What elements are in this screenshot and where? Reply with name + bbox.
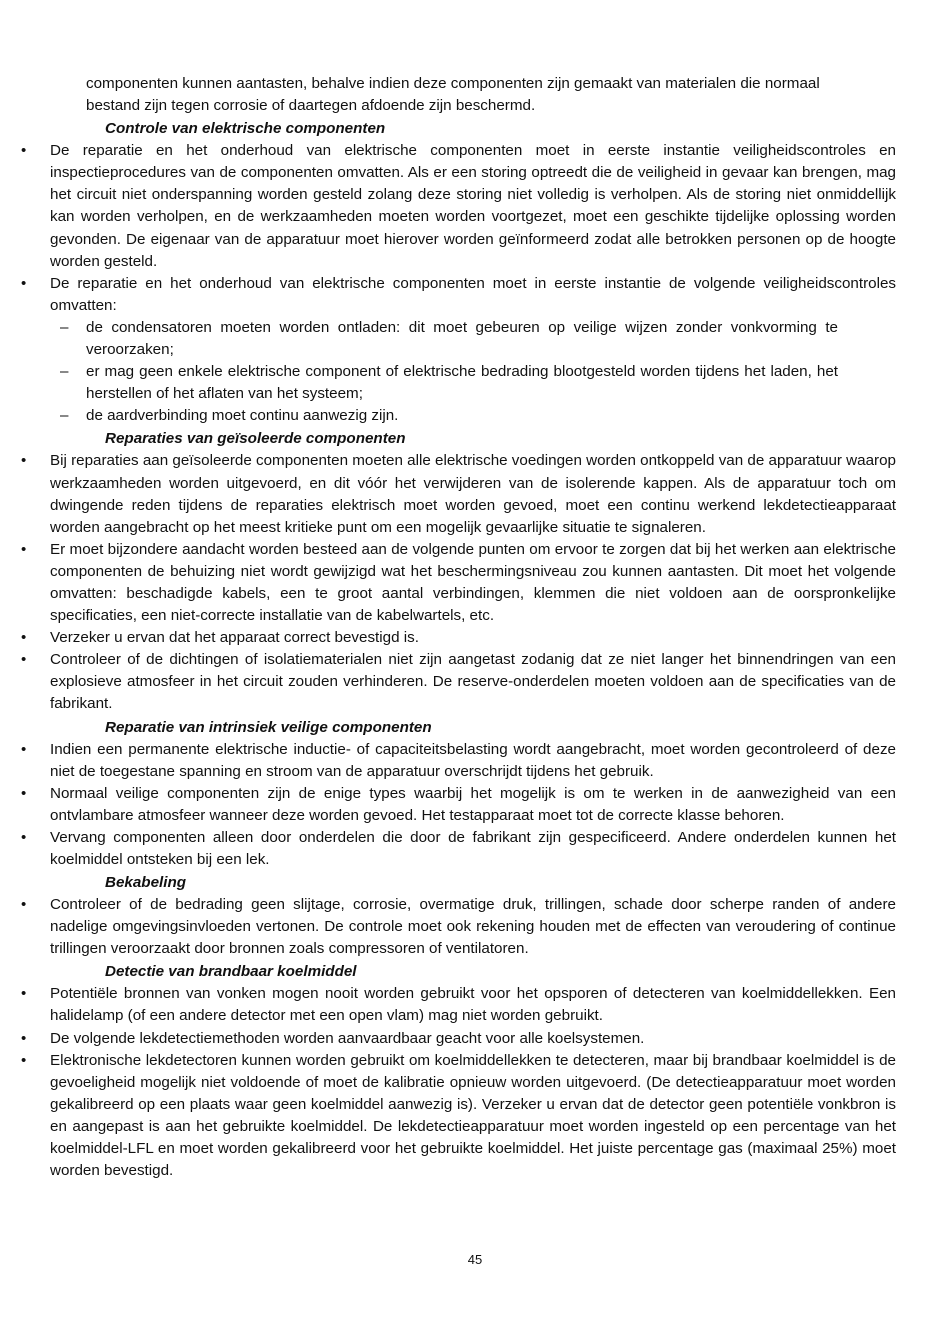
page-number: 45	[467, 1252, 483, 1267]
bullet-item: • Bij reparaties aan geïsoleerde componenten moeten alle elektrische voedingen worden ontkoppeld van de apparatuur waarop werkzaamheden worden uitgevoerd, en dit vóór het verwijderen van de isolerende kappen. Als de apparatuur toch om dwingende reden tijdens de reparaties elektrisch moet worden gevoed, moet een continu werkend lekdetectieapparaat worden aangebracht op het meest kritieke punt om een mogelijk gevaarlijke situatie te signaleren.	[50, 450, 896, 538]
bullet-list	[50, 739, 896, 872]
bullet-item: • Verzeker u ervan dat het apparaat correct bevestigd is.	[50, 627, 896, 649]
bullet-list	[50, 983, 896, 1182]
bullet-item: • Vervang componenten alleen door onderdelen die door de fabrikant zijn gespecificeerd. Andere onderdelen kunnen het koelmiddel ontsteken bij een lek.	[50, 827, 896, 871]
bullet-item: • Elektronische lekdetectoren kunnen worden gebruikt om koelmiddellekken te detecteren, maar bij brandbaar koelmiddel is de gevoeligheid mogelijk niet voldoende of moet de kalibratie opnieuw worden uitgevoerd. (De detectieapparatuur moet worden gekalibreerd op een plaats waar geen koelmiddel aanwezig is). Verzeker u ervan dat de detector geen potentiële vonkbron is en aangepast is aan het gebruikte koelmiddel. De lekdetectieapparatuur moet worden ingesteld op een percentage van het koelmiddel-LFL en moet worden gekalibreerd voor het gebruikte koelmiddel. Het juiste percentage gas (maximaal 25%) moet worden bevestigd.	[50, 1050, 896, 1183]
continuation-paragraph: componenten kunnen aantasten, behalve indien deze componenten zijn gemaakt van materialen die normaal bestand zijn tegen corrosie of daartegen afdoende zijn beschermd.	[86, 75, 820, 115]
section-heading: Controle van elektrische componenten	[105, 120, 386, 138]
section-heading: Detectie van brandbaar koelmiddel	[105, 963, 357, 981]
bullet-list	[50, 450, 896, 715]
bullet-item: • Potentiële bronnen van vonken mogen nooit worden gebruikt voor het opsporen of detecteren van koelmiddellekken. Een halidelamp (of een andere detector met een open vlam) mag niet worden gebruikt.	[50, 983, 896, 1027]
section-heading: Reparatie van intrinsiek veilige componenten	[105, 718, 432, 736]
bullet-item: • Indien een permanente elektrische inductie- of capaciteitsbelasting wordt aangebracht, moet worden gecontroleerd of deze niet de toegestane spanning en stroom van de apparatuur overschrijdt tijdens het gebruik.	[50, 739, 896, 783]
page-content	[50, 73, 896, 1182]
bullet-item: • Controleer of de dichtingen of isolatiematerialen niet zijn aangetast zodanig dat ze niet langer het binnendringen van een explosieve atmosfeer in het circuit zouden verhinderen. De reserve-onderdelen moeten voldoen aan de specificaties van de fabrikant.	[50, 649, 896, 715]
section-heading: Reparaties van geïsoleerde componenten	[105, 430, 406, 448]
bullet-item: • Er moet bijzondere aandacht worden besteed aan de volgende punten om ervoor te zorgen dat bij het werken aan elektrische componenten de behuizing niet wordt gewijzigd wat het beschermingsniveau zou kunnen aantasten. Dit moet het volgende omvatten: beschadigde kabels, een te groot aantal verbindingen, klemmen die niet voldoen aan de oorspronkelijke specificaties, een niet-correcte installatie van de kabelwartels, etc.	[50, 539, 896, 627]
section-heading: Bekabeling	[105, 874, 187, 892]
bullet-list	[50, 140, 896, 317]
bullet-item: • De reparatie en het onderhoud van elektrische componenten moet in eerste instantie de volgende veiligheidscontroles omvatten:	[50, 273, 896, 317]
bullet-item: • De reparatie en het onderhoud van elektrische componenten moet in eerste instantie veiligheidscontroles en inspectieprocedures van de componenten omvatten. Als er een storing optreedt die de veiligheid in gevaar kan brengen, mag het circuit niet onderspanning worden gesteld zolang deze storing niet volledig is verholpen. Als de storing niet onmiddellijk kan worden verholpen, en de werkzaamheden moeten worden voortgezet, moet een geschikte tijdelijke oplossing worden gevonden. De eigenaar van de apparatuur moet hierover worden geïnformeerd zodat alle betrokken personen op de hoogte worden gesteld.	[50, 140, 896, 273]
dash-item: – de aardverbinding moet continu aanwezig zijn.	[86, 405, 838, 427]
dash-list	[50, 317, 896, 427]
dash-item: – er mag geen enkele elektrische component of elektrische bedrading blootgesteld worden tijdens het laden, het herstellen of het aflaten van het systeem;	[86, 361, 838, 405]
bullet-item: • Normaal veilige componenten zijn de enige types waarbij het mogelijk is om te werken in de aanwezigheid van een ontvlambare atmosfeer wanneer deze worden gevoed. Het testapparaat moet tot de correcte klasse behoren.	[50, 783, 896, 827]
bullet-list	[50, 894, 896, 960]
bullet-item: • Controleer of de bedrading geen slijtage, corrosie, overmatige druk, trillingen, schade door scherpe randen of andere nadelige omgevingsinvloeden vertonen. De controle moet ook rekening houden met de effecten van veroudering of continue trillingen veroorzaakt door bronnen zoals compressoren of ventilatoren.	[50, 894, 896, 960]
bullet-item: • De volgende lekdetectiemethoden worden aanvaardbaar geacht voor alle koelsystemen.	[50, 1028, 896, 1050]
dash-item: – de condensatoren moeten worden ontladen: dit moet gebeuren op veilige wijzen zonder vonkvorming te veroorzaken;	[86, 317, 838, 361]
